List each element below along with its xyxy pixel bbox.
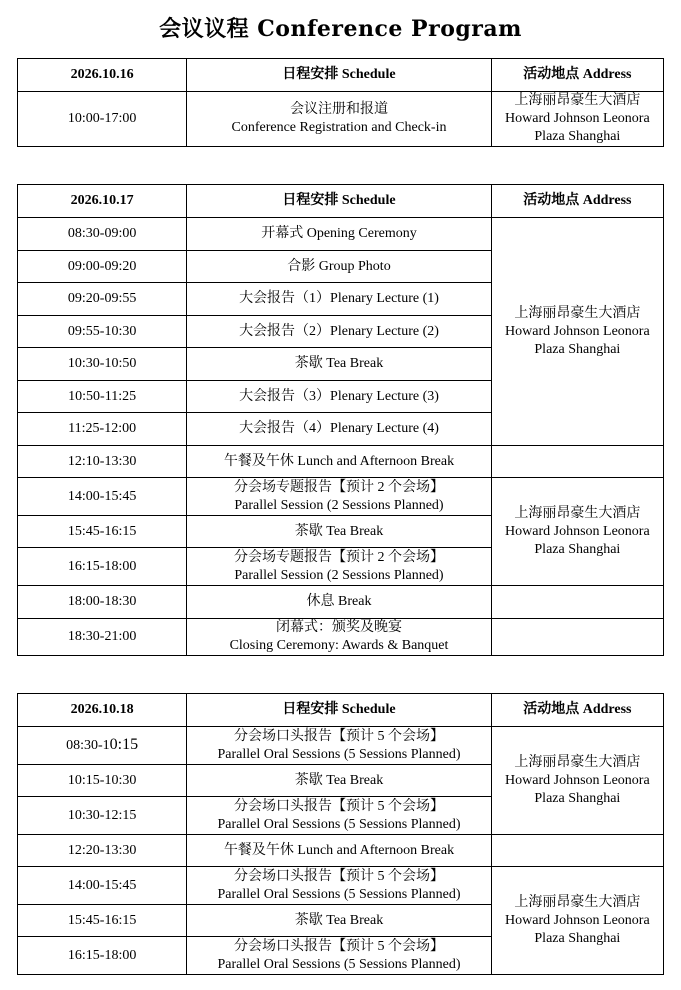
schedule-header: 日程安排 Schedule <box>187 694 491 727</box>
table-row <box>18 478 664 516</box>
day2-table <box>17 184 664 656</box>
table-row <box>18 92 664 147</box>
schedule-cell <box>187 867 491 905</box>
schedule-cell <box>187 727 491 765</box>
time-cell: 11:25-12:00 <box>18 413 187 446</box>
schedule-cell: 大会报告（1）Plenary Lecture (1) <box>187 283 491 316</box>
address-cell <box>491 92 663 147</box>
schedule-cn: 分会场专题报告【预计 2 个会场】 <box>233 479 444 495</box>
table-row <box>18 727 664 765</box>
time-cell: 12:10-13:30 <box>18 446 187 478</box>
venue-cn: 上海丽昂豪生大酒店 <box>514 894 641 910</box>
schedule-cn: 分会场口头报告【预计 5 个会场】 <box>233 798 444 814</box>
time-cell: 09:55-10:30 <box>18 316 187 348</box>
time-cell: 08:30-09:00 <box>18 218 187 251</box>
table-header-row <box>18 694 664 727</box>
schedule-cn: 闭幕式：颁奖及晚宴 <box>275 620 402 635</box>
schedule-en: Parallel Oral Sessions (5 Sessions Planned) <box>217 886 461 902</box>
time-cell: 10:30-12:15 <box>18 797 187 835</box>
table-header-row <box>18 185 664 218</box>
table-header-row <box>18 59 664 92</box>
date-header: 2026.10.16 <box>18 59 187 92</box>
schedule-cell <box>187 548 491 586</box>
venue-cn: 上海丽昂豪生大酒店 <box>514 305 641 321</box>
time-cell <box>18 727 187 765</box>
time-cell: 10:30-10:50 <box>18 348 187 381</box>
schedule-cell <box>187 92 491 147</box>
schedule-cell: 大会报告（4）Plenary Lecture (4) <box>187 413 491 446</box>
address-cell <box>491 478 663 586</box>
schedule-en: Parallel Session (2 Sessions Planned) <box>234 567 444 583</box>
time-cell: 18:00-18:30 <box>18 586 187 619</box>
schedule-cn: 分会场口头报告【预计 5 个会场】 <box>233 728 444 744</box>
address-cell-empty <box>491 835 663 867</box>
venue-cn: 上海丽昂豪生大酒店 <box>514 93 641 108</box>
schedule-en: Parallel Oral Sessions (5 Sessions Planned) <box>217 746 461 762</box>
schedule-header: 日程安排 Schedule <box>187 59 491 92</box>
table-row <box>18 218 664 251</box>
venue-cn: 上海丽昂豪生大酒店 <box>514 754 641 770</box>
venue-en1: Howard Johnson Leonora <box>505 772 650 788</box>
time-cell: 12:20-13:30 <box>18 835 187 867</box>
address-cell <box>491 867 663 975</box>
venue-en1: Howard Johnson Leonora <box>505 111 650 126</box>
schedule-en: Closing Ceremony: Awards & Banquet <box>229 638 449 653</box>
time-cell: 18:30-21:00 <box>18 619 187 656</box>
address-cell-empty <box>491 586 663 619</box>
venue-en1: Howard Johnson Leonora <box>505 912 650 928</box>
address-cell <box>491 727 663 835</box>
schedule-cell: 午餐及午休 Lunch and Afternoon Break <box>187 446 491 478</box>
time-cell: 14:00-15:45 <box>18 867 187 905</box>
time-cell: 16:15-18:00 <box>18 937 187 975</box>
time-cell: 09:20-09:55 <box>18 283 187 316</box>
date-header: 2026.10.18 <box>18 694 187 727</box>
schedule-header: 日程安排 Schedule <box>187 185 491 218</box>
schedule-cell: 茶歇 Tea Break <box>187 905 491 937</box>
table-row <box>18 867 664 905</box>
table-row <box>18 586 664 619</box>
address-header: 活动地点 Address <box>491 59 663 92</box>
schedule-cell: 茶歇 Tea Break <box>187 516 491 548</box>
time-cell: 10:50-11:25 <box>18 381 187 413</box>
date-header: 2026.10.17 <box>18 185 187 218</box>
page-title: 会议议程 Conference Program <box>159 16 522 42</box>
time-part: 0:15 <box>109 736 139 753</box>
schedule-cell <box>187 797 491 835</box>
schedule-cell: 开幕式 Opening Ceremony <box>187 218 491 251</box>
schedule-cell <box>187 619 491 656</box>
venue-en2: Plaza Shanghai <box>534 790 621 806</box>
table-row <box>18 835 664 867</box>
address-header: 活动地点 Address <box>491 694 663 727</box>
table-row <box>18 446 664 478</box>
venue-cn: 上海丽昂豪生大酒店 <box>514 505 641 521</box>
schedule-cell <box>187 478 491 516</box>
address-cell-empty <box>491 446 663 478</box>
time-cell: 10:00-17:00 <box>18 92 187 147</box>
time-part: 08:30-1 <box>66 738 110 753</box>
schedule-cn: 会议注册和报道 <box>289 102 388 117</box>
schedule-cn: 分会场专题报告【预计 2 个会场】 <box>233 549 444 565</box>
time-cell: 16:15-18:00 <box>18 548 187 586</box>
schedule-cn: 分会场口头报告【预计 5 个会场】 <box>233 938 444 954</box>
schedule-cell: 大会报告（3）Plenary Lecture (3) <box>187 381 491 413</box>
schedule-cell: 茶歇 Tea Break <box>187 348 491 381</box>
address-header: 活动地点 Address <box>491 185 663 218</box>
venue-en2: Plaza Shanghai <box>534 541 621 557</box>
venue-en2: Plaza Shanghai <box>534 129 621 144</box>
schedule-cell: 休息 Break <box>187 586 491 619</box>
table-row <box>18 619 664 656</box>
day1-table <box>17 58 664 147</box>
time-cell: 15:45-16:15 <box>18 516 187 548</box>
day3-table <box>17 693 664 975</box>
address-cell-empty <box>491 619 663 656</box>
schedule-cell: 合影 Group Photo <box>187 251 491 283</box>
schedule-cell: 午餐及午休 Lunch and Afternoon Break <box>187 835 491 867</box>
schedule-en: Parallel Session (2 Sessions Planned) <box>234 497 444 513</box>
schedule-en: Parallel Oral Sessions (5 Sessions Planned) <box>217 816 461 832</box>
schedule-cell: 大会报告（2）Plenary Lecture (2) <box>187 316 491 348</box>
schedule-en: Parallel Oral Sessions (5 Sessions Planned) <box>217 956 461 972</box>
venue-en1: Howard Johnson Leonora <box>505 523 650 539</box>
time-cell: 10:15-10:30 <box>18 765 187 797</box>
schedule-cell: 茶歇 Tea Break <box>187 765 491 797</box>
schedule-cn: 分会场口头报告【预计 5 个会场】 <box>233 868 444 884</box>
time-cell: 09:00-09:20 <box>18 251 187 283</box>
venue-en1: Howard Johnson Leonora <box>505 323 650 339</box>
schedule-en: Conference Registration and Check-in <box>231 120 447 135</box>
time-cell: 14:00-15:45 <box>18 478 187 516</box>
time-cell: 15:45-16:15 <box>18 905 187 937</box>
venue-en2: Plaza Shanghai <box>534 341 621 357</box>
address-cell <box>491 218 663 446</box>
venue-en2: Plaza Shanghai <box>534 930 621 946</box>
schedule-cell <box>187 937 491 975</box>
